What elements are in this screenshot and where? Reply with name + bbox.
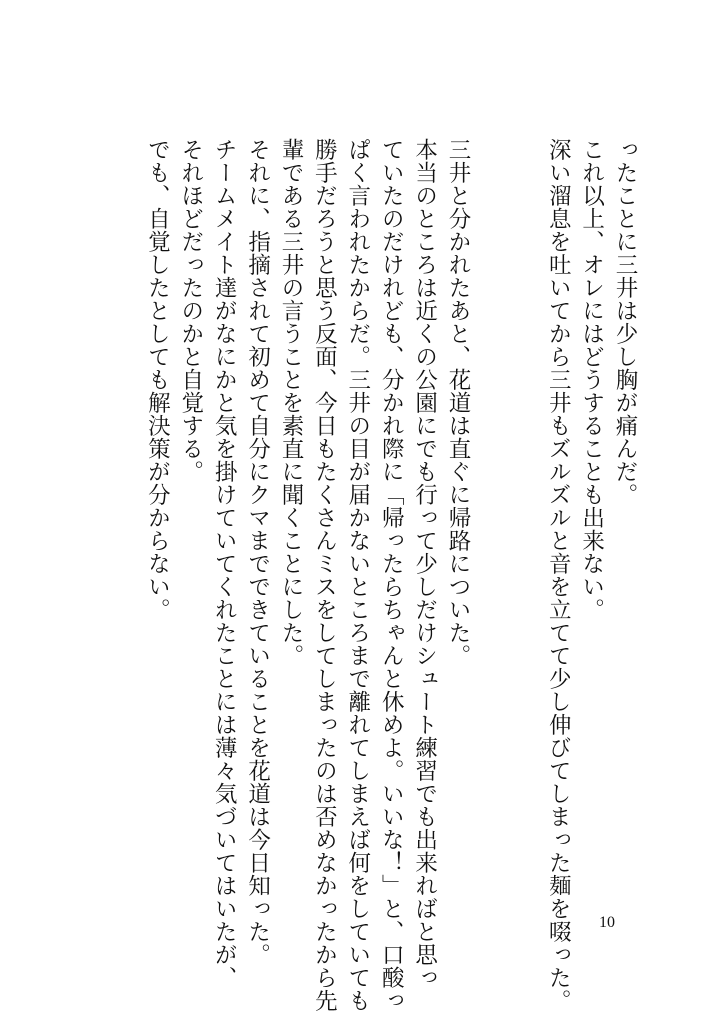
- text-line: 輩である三井の言うことを素直に聞くことにした。: [277, 138, 304, 667]
- text-line: 深い溜息を吐いてから三井もズルズルと音を立てて少し伸びてしまった麺を啜った。: [545, 138, 572, 1012]
- text-line: 勝手だろうと思う反面、今日もたくさんミスをしてしまったのは否めなかったから先: [311, 138, 338, 1012]
- text-line: 本当のところは近くの公園にでも行って少しだけシュート練習でも出来ればと思っ: [411, 138, 438, 989]
- blank-line: [507, 138, 540, 898]
- text-line: ったことに三井は少し胸が痛んだ。: [612, 138, 638, 506]
- text-line: ぱく言われたからだ。三井の目が届かないところまで離れてしまえば何をしていても: [344, 138, 371, 1012]
- text-line: チームメイト達がなにかと気を掛けていてくれたことには薄々気づいてはいたが、: [211, 138, 238, 989]
- page-number: 10: [599, 914, 615, 931]
- text-line: 三井と分かれたあと、花道は直ぐに帰路についた。: [445, 138, 471, 667]
- text-line: これ以上、オレにはどうすることも出来ない。: [578, 138, 605, 621]
- text-line: ていたのだけれども、分かれ際に「帰ったらちゃんと休めよ。いいな！」と、口酸っ: [378, 138, 405, 1012]
- text-line: でも、自覚したとしても解決策が分からない。: [144, 138, 171, 621]
- blank-line: [474, 138, 507, 898]
- text-line: それに、指摘されて初めて自分にクマまでできていることを花道は今日知った。: [244, 138, 271, 966]
- text-line: それほどだったのかと自覚する。: [177, 138, 204, 483]
